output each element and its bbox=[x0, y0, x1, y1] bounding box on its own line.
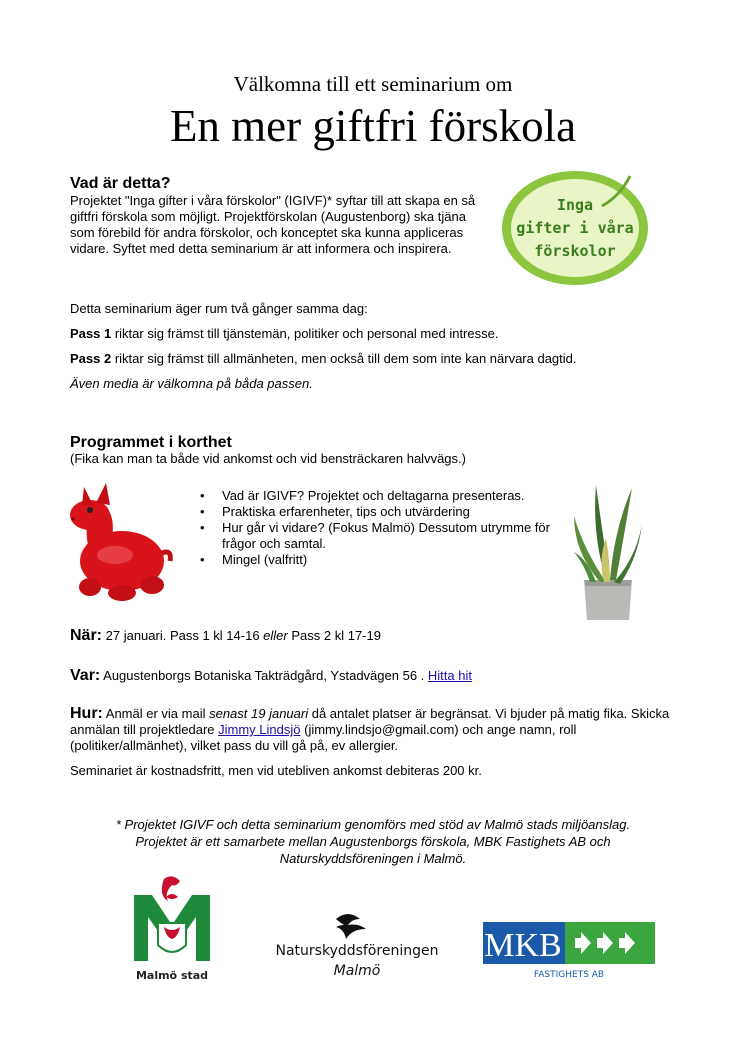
program-note: (Fika kan man ta både vid ankomst och vid bensträckaren halvvägs.) bbox=[70, 451, 466, 466]
natur-logo-city: Malmö bbox=[333, 963, 381, 979]
badge-line-1: Inga bbox=[556, 196, 594, 214]
when-line bbox=[70, 627, 381, 645]
page-title: En mer giftfri förskola bbox=[169, 101, 577, 151]
natur-logo-name: Naturskyddsföreningen bbox=[275, 943, 439, 959]
cost-note: Seminariet är kostnadsfritt, men vid utebliven ankomst debiteras 200 kr. bbox=[70, 763, 482, 778]
find-here-link[interactable]: Hitta hit bbox=[427, 668, 472, 683]
program-item: • Mingel (valfritt) bbox=[200, 552, 560, 568]
potted-plant-image bbox=[570, 478, 645, 623]
inga-gifter-badge bbox=[500, 168, 650, 288]
program-item: • Praktiska erfarenheter, tips och utvärdering bbox=[200, 504, 560, 520]
badge-line-2: gifter i våra bbox=[516, 219, 634, 237]
program-item: • Vad är IGIVF? Projektet och deltagarna presenteras. bbox=[200, 488, 560, 504]
red-toy-horse-image bbox=[60, 483, 175, 603]
footer-note bbox=[60, 816, 686, 867]
pass-1-text: riktar sig främst till tjänstemän, politiker och personal med intresse. bbox=[111, 326, 499, 341]
about-paragraph: Projektet "Inga gifter i våra förskolor" (IGIVF)* syftar till att skapa en så giftfri förskola som möjligt. Projektförskolan (Augustenborg) ska tjäna som förebild för andra förskolor, och konceptet ska kunna appliceras vidare. Syftet med detta seminarium är att informera och inspirera. bbox=[70, 193, 476, 256]
how-paragraph bbox=[70, 706, 670, 754]
about-heading: Vad är detta? bbox=[70, 175, 171, 192]
footer-line-1: * Projektet IGIVF och detta seminarium genomförs med stöd av Malmö stads miljöanslag. bbox=[115, 817, 631, 832]
pass-2-label: Pass 2 bbox=[70, 351, 112, 366]
when-rest: Pass 2 kl 17-19 bbox=[287, 628, 381, 643]
when-label: När: bbox=[70, 627, 103, 644]
footer-line-2: Projektet är ett samarbete mellan Augustenborgs förskola, MBK Fastighets AB och bbox=[135, 834, 611, 849]
program-list bbox=[200, 488, 560, 568]
footer-line-3: Naturskyddsföreningen i Malmö. bbox=[279, 851, 467, 866]
where-label: Var: bbox=[70, 667, 101, 684]
where-line bbox=[70, 667, 472, 685]
mkb-logo-name: MKB bbox=[484, 927, 562, 964]
how-text-2: då antalet platser är begränsat. Vi bjuder på matig fika. Skicka anmälan till projektledare bbox=[70, 706, 670, 737]
contact-link[interactable]: Jimmy Lindsjö bbox=[218, 722, 301, 737]
program-heading: Programmet i korthet bbox=[70, 434, 232, 451]
naturskyddsforeningen-logo bbox=[270, 905, 445, 985]
when-or: eller bbox=[263, 628, 288, 643]
media-note: Även media är välkomna på båda passen. bbox=[70, 376, 313, 391]
mkb-fastighets-logo bbox=[483, 922, 655, 980]
how-deadline: senast 19 januari bbox=[209, 706, 309, 721]
how-text-3: (jimmy.lindsjo@gmail.com) och ange namn, roll (politiker/allmänhet), vilket pass du vill gå på, ev allergier. bbox=[70, 722, 577, 753]
where-address: Augustenborgs Botaniska Takträdgård, Ystadvägen 56 . bbox=[100, 668, 428, 683]
when-date: 27 januari. Pass 1 kl 14-16 bbox=[102, 628, 264, 643]
malmo-logo-text: Malmö stad bbox=[135, 969, 209, 982]
program-item: • Hur går vi vidare? (Fokus Malmö) Dessutom utrymme för frågor och samtal. bbox=[200, 520, 560, 552]
mkb-logo-sub: FASTIGHETS AB bbox=[533, 970, 605, 980]
pass-2-line bbox=[70, 351, 577, 367]
pass-1-line bbox=[70, 326, 498, 342]
intro-line: Välkomna till ett seminarium om bbox=[233, 72, 513, 96]
malmo-stad-logo bbox=[130, 875, 215, 985]
how-text-1: Anmäl er via mail bbox=[102, 706, 210, 721]
pass-2-text: riktar sig främst till allmänheten, men också till dem som inte kan närvara dagtid. bbox=[111, 351, 577, 366]
pass-1-label: Pass 1 bbox=[70, 326, 112, 341]
sessions-intro: Detta seminarium äger rum två gånger samma dag: bbox=[70, 301, 368, 316]
badge-line-3: förskolor bbox=[534, 242, 616, 260]
how-label: Hur: bbox=[70, 705, 103, 722]
